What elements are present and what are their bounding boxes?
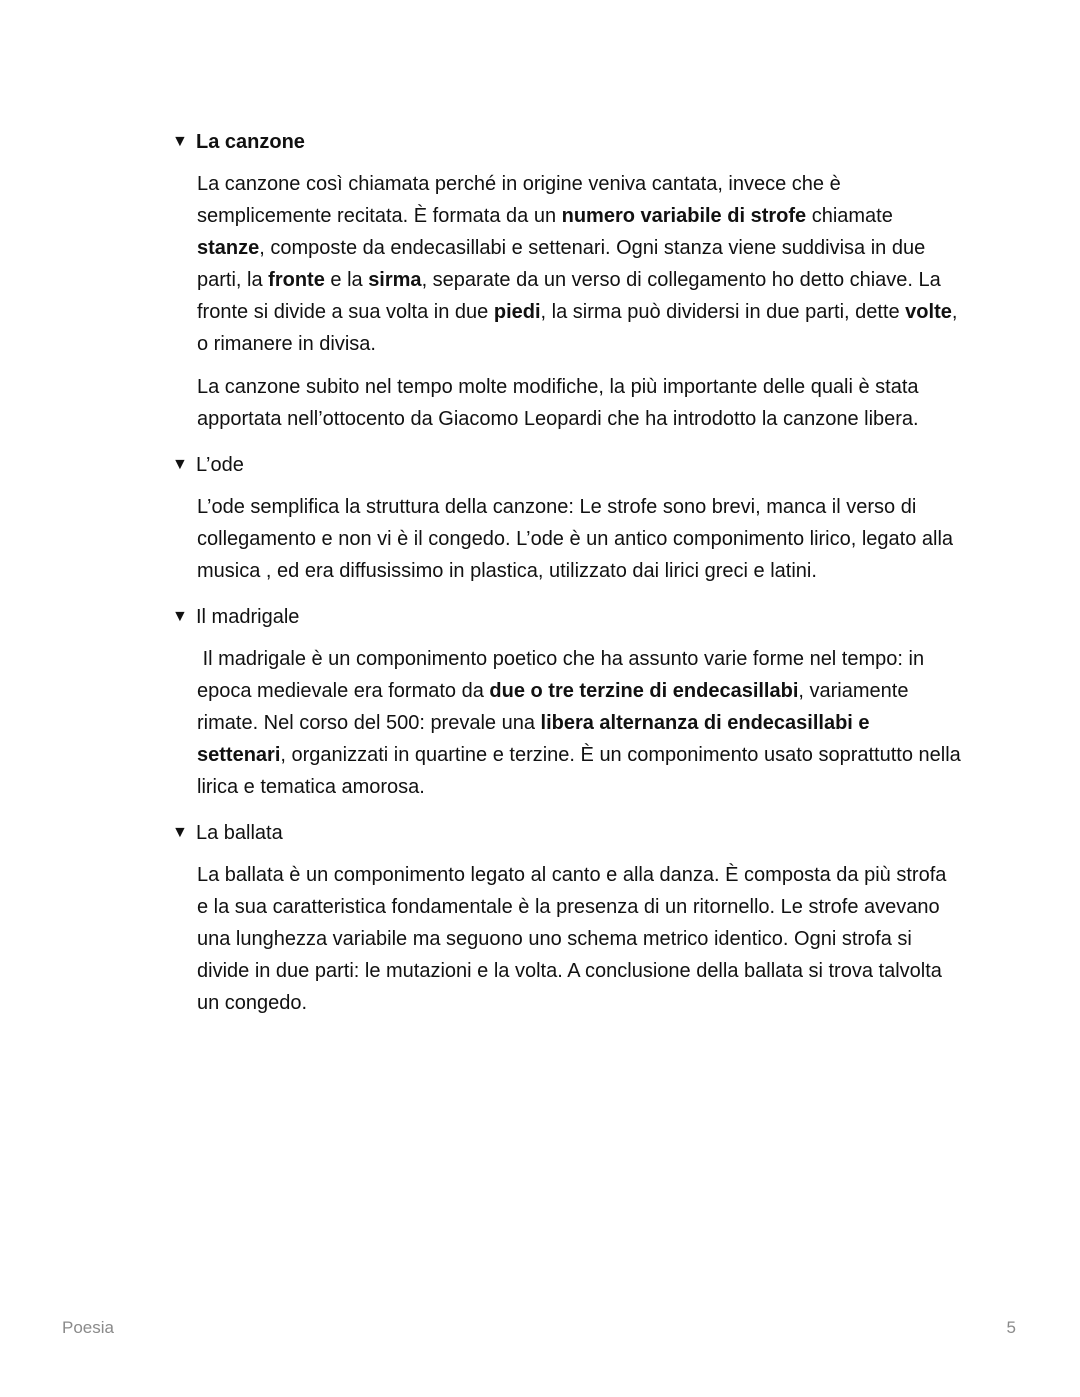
triangle-down-icon[interactable]: ▼	[172, 608, 188, 625]
paragraph: Il madrigale è un componimento poetico che ha assunto varie forme nel tempo: in epoca medievale era formato da due o tre terzine di endecasillabi, variamente rimate. Nel corso del 500: prevale una libera alternanza di endecasillabi e settenari, organizzati in quartine e terzine. È un componimento usato soprattutto nella lirica e tematica amorosa.	[197, 648, 961, 798]
paragraph: L’ode semplifica la struttura della canzone: Le strofe sono brevi, manca il verso di collegamento e non vi è il congedo. L’ode è un antico componimento lirico, legato alla musica , ed era diffusissimo in plastica, utilizzato dai lirici greci e latini.	[197, 496, 954, 582]
section-title: L’ode	[196, 454, 244, 476]
toggle-section-lode	[172, 449, 962, 587]
toggle-section-la-canzone	[172, 126, 962, 435]
section-title: La canzone	[196, 131, 305, 153]
footer-page-number: 5	[1006, 1318, 1016, 1337]
triangle-down-icon[interactable]: ▼	[172, 824, 188, 841]
section-body	[172, 491, 962, 587]
toggle-header[interactable]	[172, 601, 962, 633]
paragraph: La canzone subito nel tempo molte modifiche, la più importante delle quali è stata apportata nell’ottocento da Giacomo Leopardi che ha introdotto la canzone libera.	[197, 376, 919, 430]
toggle-header[interactable]	[172, 126, 962, 158]
section-title: Il madrigale	[196, 606, 300, 628]
triangle-down-icon[interactable]: ▼	[172, 456, 188, 473]
section-body	[172, 168, 962, 435]
footer-doc-title: Poesia	[62, 1318, 114, 1337]
toggle-header[interactable]	[172, 449, 962, 481]
triangle-down-icon[interactable]: ▼	[172, 133, 188, 150]
section-body	[172, 859, 962, 1019]
section-body	[172, 643, 962, 803]
paragraph: La canzone così chiamata perché in origine veniva cantata, invece che è semplicemente recitata. È formata da un numero variabile di strofe chiamate stanze, composte da endecasillabi e settenari. Ogni stanza viene suddivisa in due parti, la fronte e la sirma, separate da un verso di collegamento ho detto chiave. La fronte si divide a sua volta in due piedi, la sirma può dividersi in due parti, dette volte, o rimanere in divisa.	[197, 173, 958, 355]
toggle-section-il-madrigale	[172, 601, 962, 803]
paragraph: La ballata è un componimento legato al canto e alla danza. È composta da più strofa e la sua caratteristica fondamentale è la presenza di un ritornello. Le strofe avevano una lunghezza variabile ma seguono uno schema metrico identico. Ogni strofa si divide in due parti: le mutazioni e la volta. A conclusione della ballata si trova talvolta un congedo.	[197, 864, 947, 1014]
section-title: La ballata	[196, 822, 283, 844]
toggle-header[interactable]	[172, 817, 962, 849]
toggle-section-la-ballata	[172, 817, 962, 1019]
document-content	[172, 126, 962, 1033]
